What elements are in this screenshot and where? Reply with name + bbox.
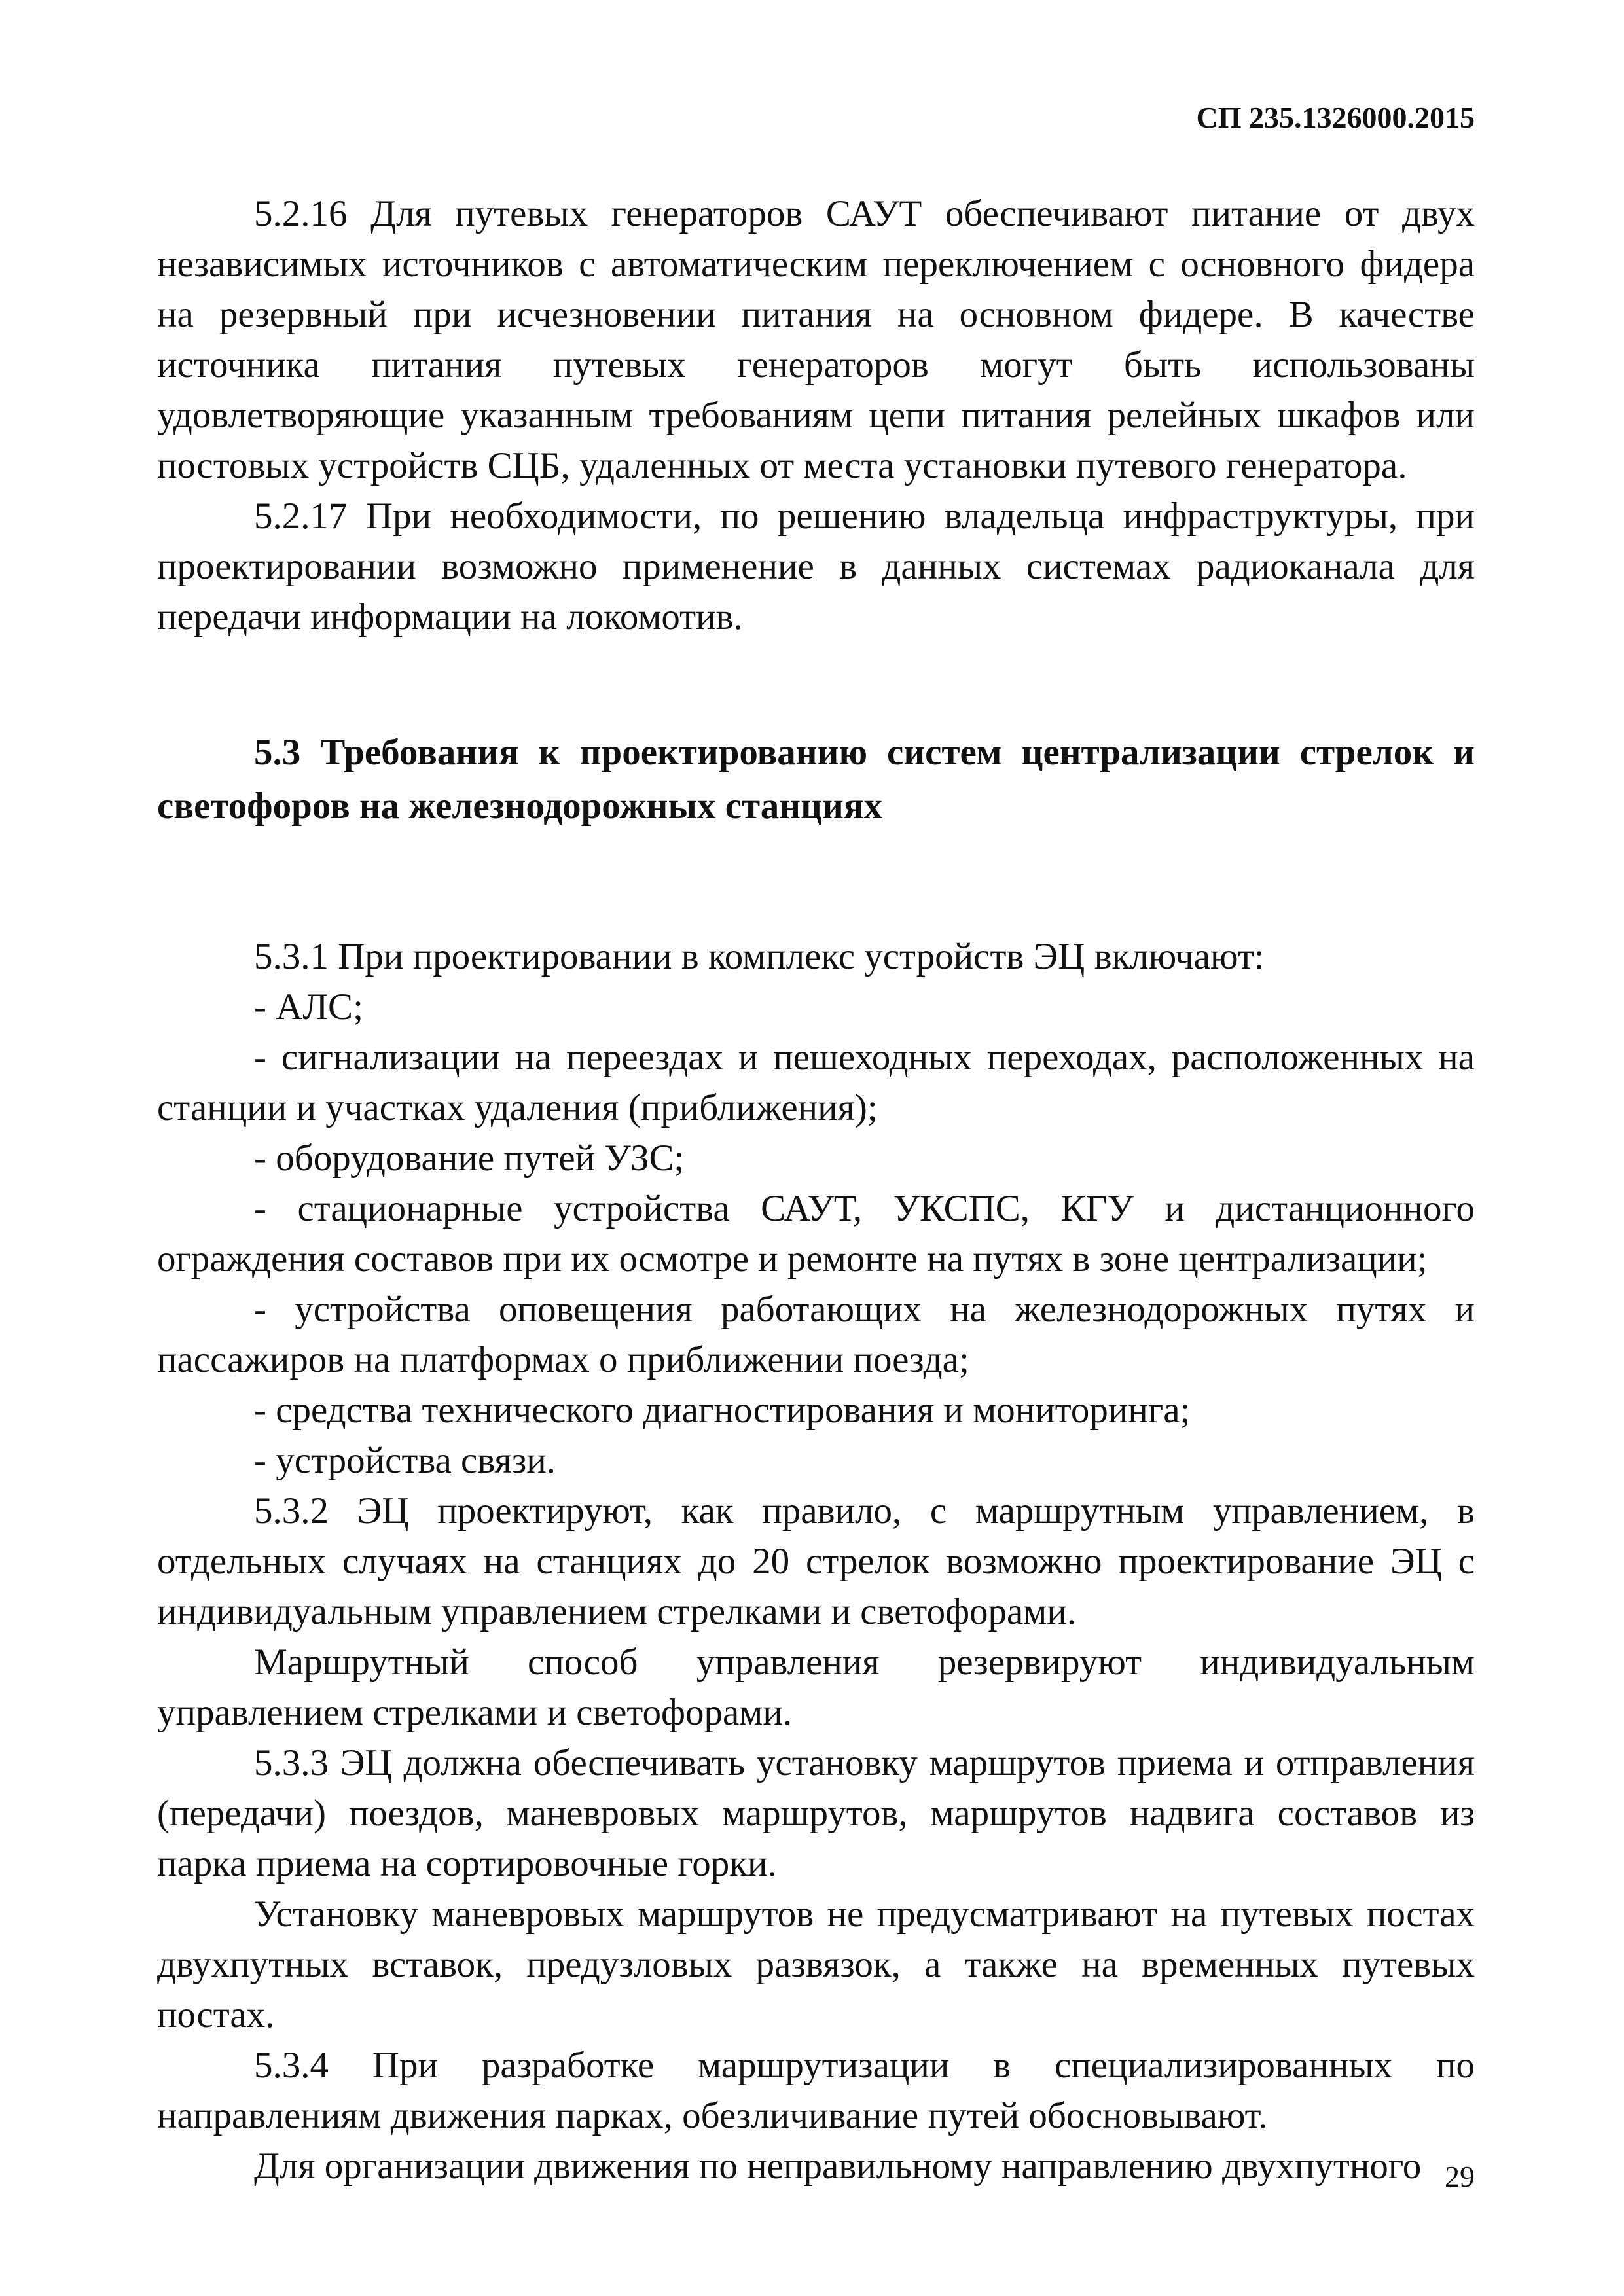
list-item-communication: - устройства связи. (254, 1440, 556, 1481)
paragraph-5-2-16: 5.2.16 Для путевых генераторов САУТ обеспечивают питание от двух независимых источников с автоматическим переключением с основного фидера на резервный при исчезновении питания на основном фидере. В качестве источника питания путевых генераторов могут быть использованы удовлетворяющие указанным требованиям цепи питания релейных шкафов или постовых устройств СЦБ, удаленных от места установки путевого генератора. (157, 193, 1475, 486)
paragraph-wrong-direction: Для организации движения по неправильному направлению двухпутного (254, 2145, 1422, 2187)
list-item-crossings: - сигнализации на переездах и пешеходных переходах, расположенных на станции и участках удаления (приближения); (157, 1037, 1475, 1128)
list-item-saut: - стационарные устройства САУТ, УКСПС, КГУ и дистанционного ограждения составов при их осмотре и ремонте на путях в зоне централизации; (157, 1188, 1475, 1280)
section-spacer-top (157, 642, 1475, 726)
list-item-als: - АЛС; (254, 986, 363, 1028)
list-item-warning-devices: - устройства оповещения работающих на железнодорожных путях и пассажиров на платформах о приближении поезда; (157, 1289, 1475, 1380)
section-spacer-bottom (157, 833, 1475, 931)
paragraph-5-3-3: 5.3.3 ЭЦ должна обеспечивать установку маршрутов приема и отправления (передачи) поездов, маневровых маршрутов, маршрутов надвига составов из парка приема на сортировочные горки. (157, 1742, 1475, 1884)
section-heading-5-3: 5.3 Требования к проектированию систем централизации стрелок и светофоров на железнодорожных станциях (157, 732, 1475, 827)
document-code-header: СП 235.1326000.2015 (1196, 101, 1475, 134)
paragraph-5-2-17: 5.2.17 При необходимости, по решению владельца инфраструктуры, при проектировании возможно применение в данных системах радиоканала для передачи информации на локомотив. (157, 495, 1475, 637)
paragraph-shunting-routes: Установку маневровых маршрутов не предусматривают на путевых постах двухпутных вставок, предузловых развязок, а также на временных путевых постах. (157, 1893, 1475, 2036)
page-number: 29 (1445, 2160, 1475, 2193)
paragraph-5-3-2: 5.3.2 ЭЦ проектируют, как правило, с маршрутным управлением, в отдельных случаях на станциях до 20 стрелок возможно проектирование ЭЦ с индивидуальным управлением стрелками и светофорами. (157, 1490, 1475, 1632)
list-item-uzs: - оборудование путей УЗС; (254, 1138, 685, 1179)
paragraph-5-3-1: 5.3.1 При проектировании в комплекс устройств ЭЦ включают: (254, 936, 1265, 977)
document-body (157, 188, 1475, 2191)
list-item-diagnostics: - средства технического диагностирования и мониторинга; (254, 1390, 1191, 1431)
paragraph-5-3-4: 5.3.4 При разработке маршрутизации в специализированных по направлениям движения парках, обезличивание путей обосновывают. (157, 2045, 1475, 2136)
paragraph-route-control-reserve: Маршрутный способ управления резервируют индивидуальным управлением стрелками и светофорами. (157, 1641, 1475, 1733)
